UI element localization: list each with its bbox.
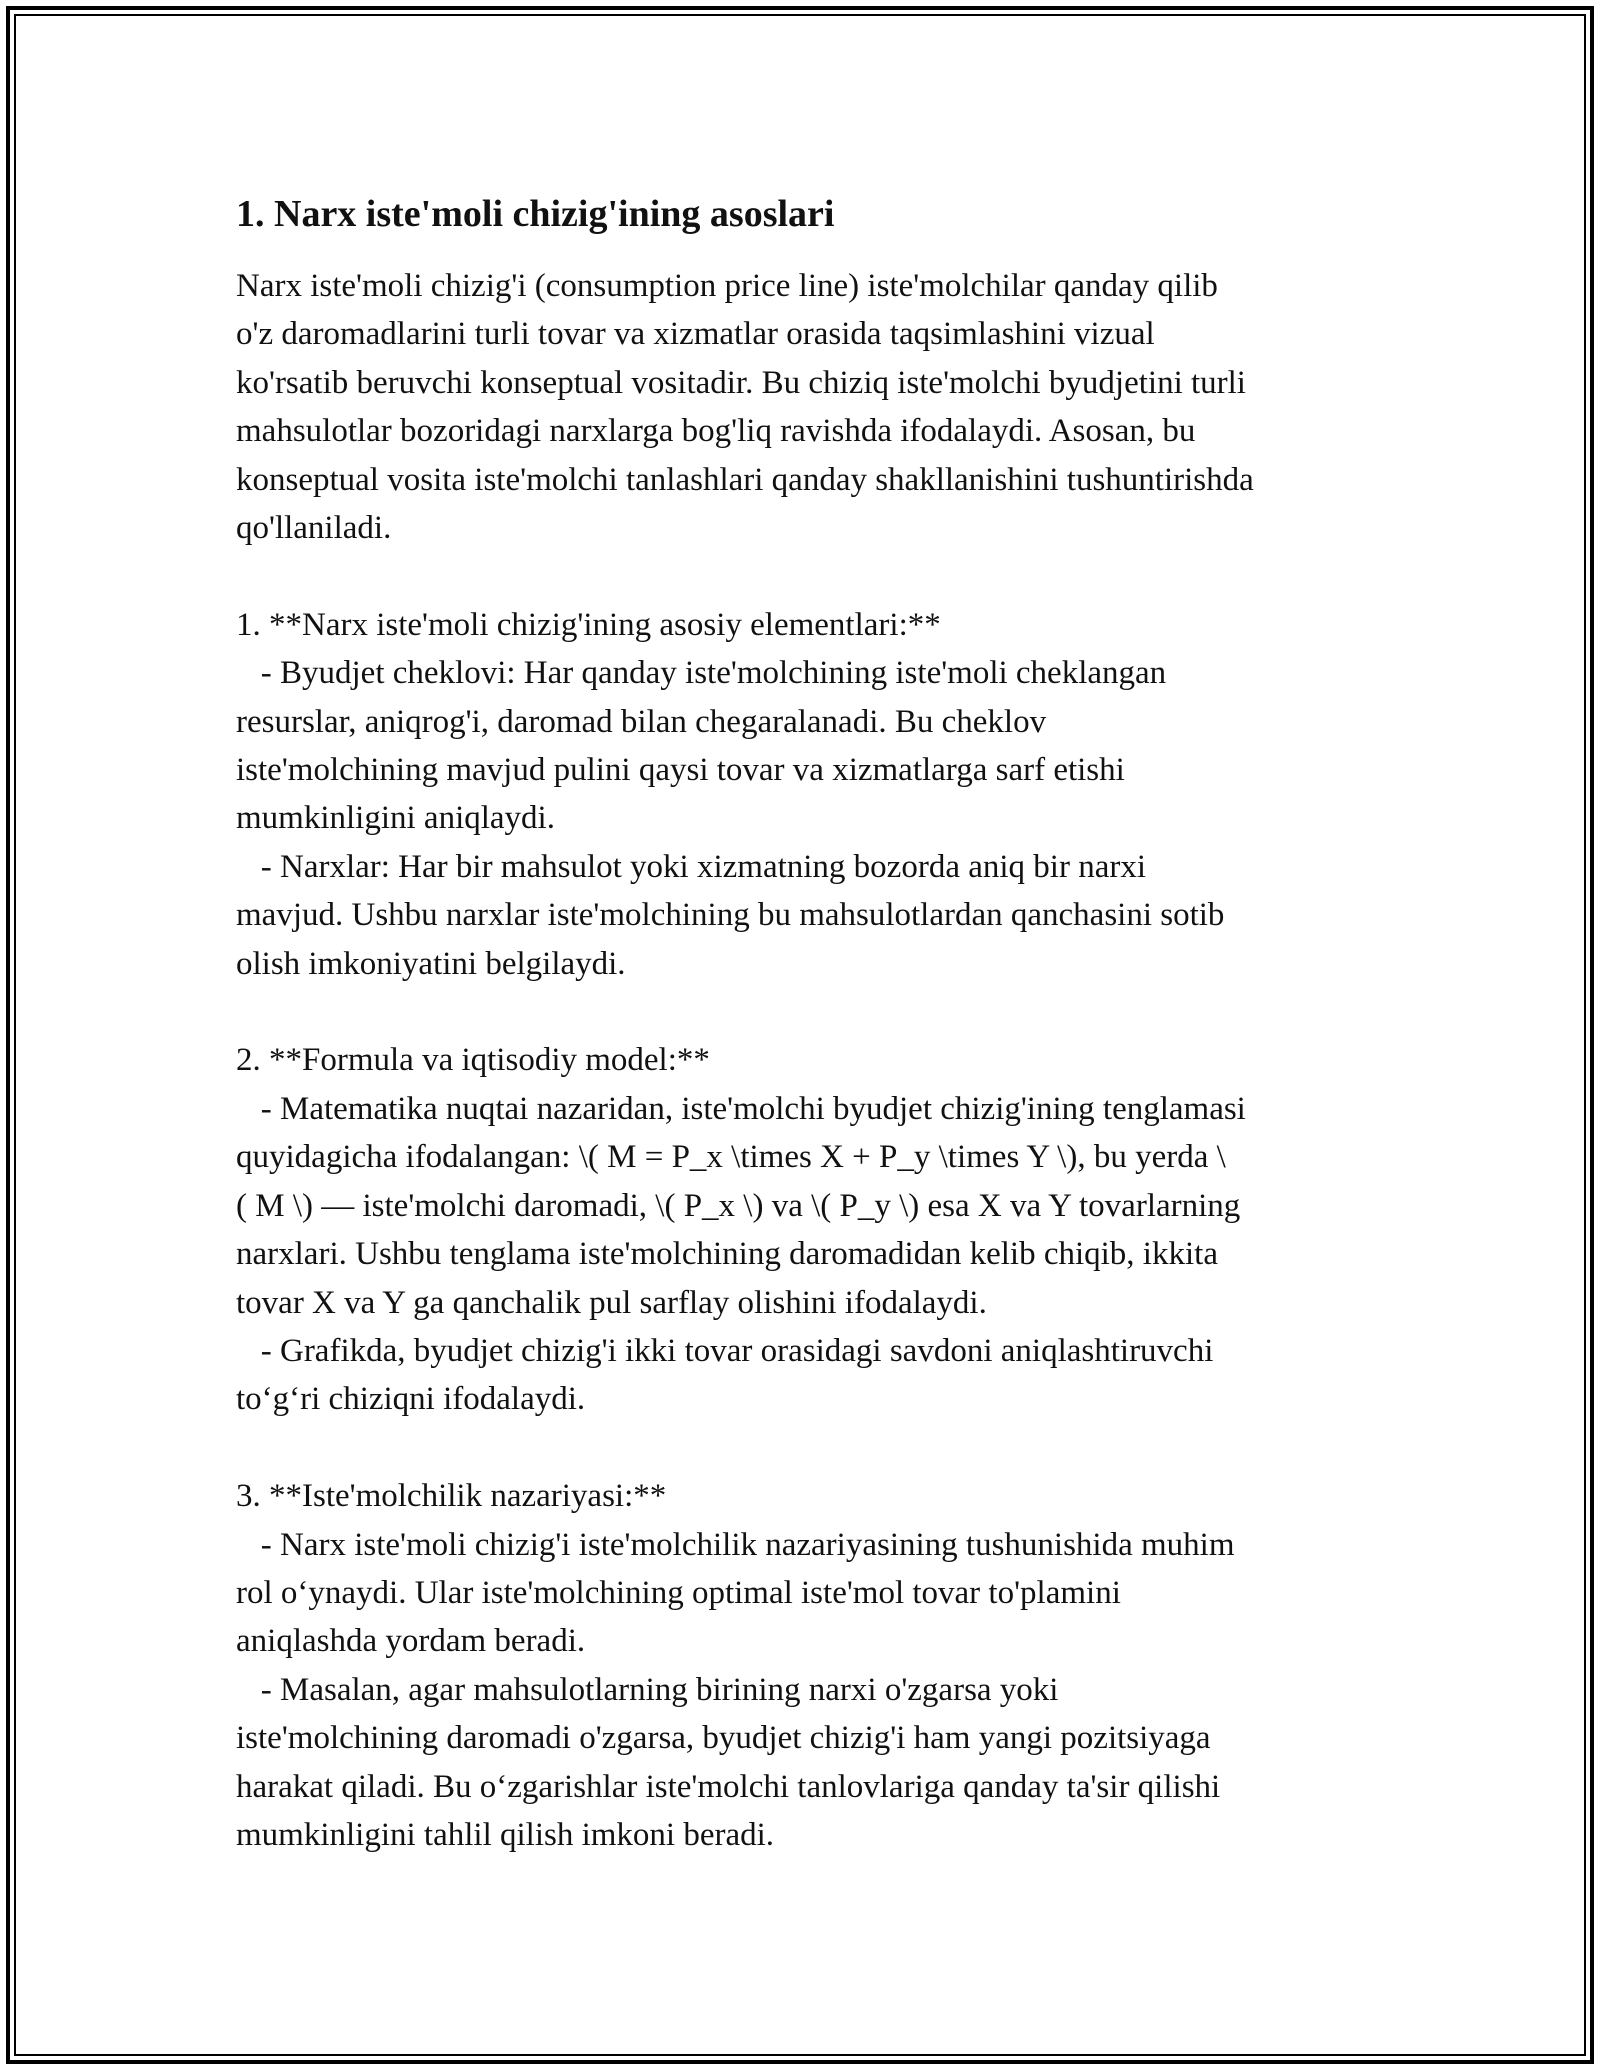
list-section-2: 2. **Formula va iqtisodiy model:** - Matematika nuqtai nazaridan, iste'molchi byudjet chizig'ining tenglamasi quyidagicha ifodalangan: \( M = P_x \times X + P_y \times Y \), bu yerda \ ( M \) — iste'molchi daromadi, \( P_x \) va \( P_y \) esa X va Y tovarlarning narxlari. Ushbu tenglama iste'molchining daromadidan kelib chiqib, ikkita tovar X va Y ga qanchalik pul sarflay olishini ifodalaydi. - Grafikda, byudjet chizig'i ikki tovar orasidagi savdoni aniqlashtiruvchi to‘g‘ri chiziqni ifodalaydi. xyxy=(236,1042,1246,1418)
intro-paragraph: Narx iste'moli chizig'i (consumption price line) iste'molchilar qanday qilib o'z daromadlarini turli tovar va xizmatlar orasida taqsimlashini vizual ko'rsatib beruvchi konseptual vositadir. Bu chiziq iste'molchi byudjetini turli mahsulotlar bozoridagi narxlarga bog'liq ravishda ifodalaydi. Asosan, bu konseptual vosita iste'molchi tanlashlari qanday shakllanishini tushuntirishda qo'llaniladi. xyxy=(236,268,1254,547)
list-section-3: 3. **Iste'molchilik nazariyasi:** - Narx iste'moli chizig'i iste'molchilik nazariyasining tushunishida muhim rol o‘ynaydi. Ular iste'molchining optimal iste'mol tovar to'plamini aniqlashda yordam beradi. - Masalan, agar mahsulotlarning birining narxi o'zgarsa yoki iste'molchining daromadi o'zgarsa, byudjet chizig'i ham yangi pozitsiyaga harakat qiladi. Bu o‘zgarishlar iste'molchi tanlovlariga qanday ta'sir qilishi mumkinligini tahlil qilish imkoni beradi. xyxy=(236,1478,1235,1853)
paragraph-spacer xyxy=(236,988,1386,1036)
section-heading: 1. Narx iste'moli chizig'ining asoslari xyxy=(236,193,835,235)
paragraph-spacer xyxy=(236,552,1386,600)
list-section-1: 1. **Narx iste'moli chizig'ining asosiy elementlari:** - Byudjet cheklovi: Har qanday iste'molchining iste'moli cheklangan resurslar, aniqrog'i, daromad bilan chegaralanadi. Bu cheklov iste'molchining mavjud pulini qaysi tovar va xizmatlarga sarf etishi mumkinligini aniqlaydi. - Narxlar: Har bir mahsulot yoki xizmatning bozorda aniq bir narxi mavjud. Ushbu narxlar iste'molchining bu mahsulotlardan qanchasini sotib olish imkoniyatini belgilaydi. xyxy=(236,606,1225,982)
document-body xyxy=(236,186,1386,1859)
paragraph-spacer xyxy=(236,1424,1386,1472)
